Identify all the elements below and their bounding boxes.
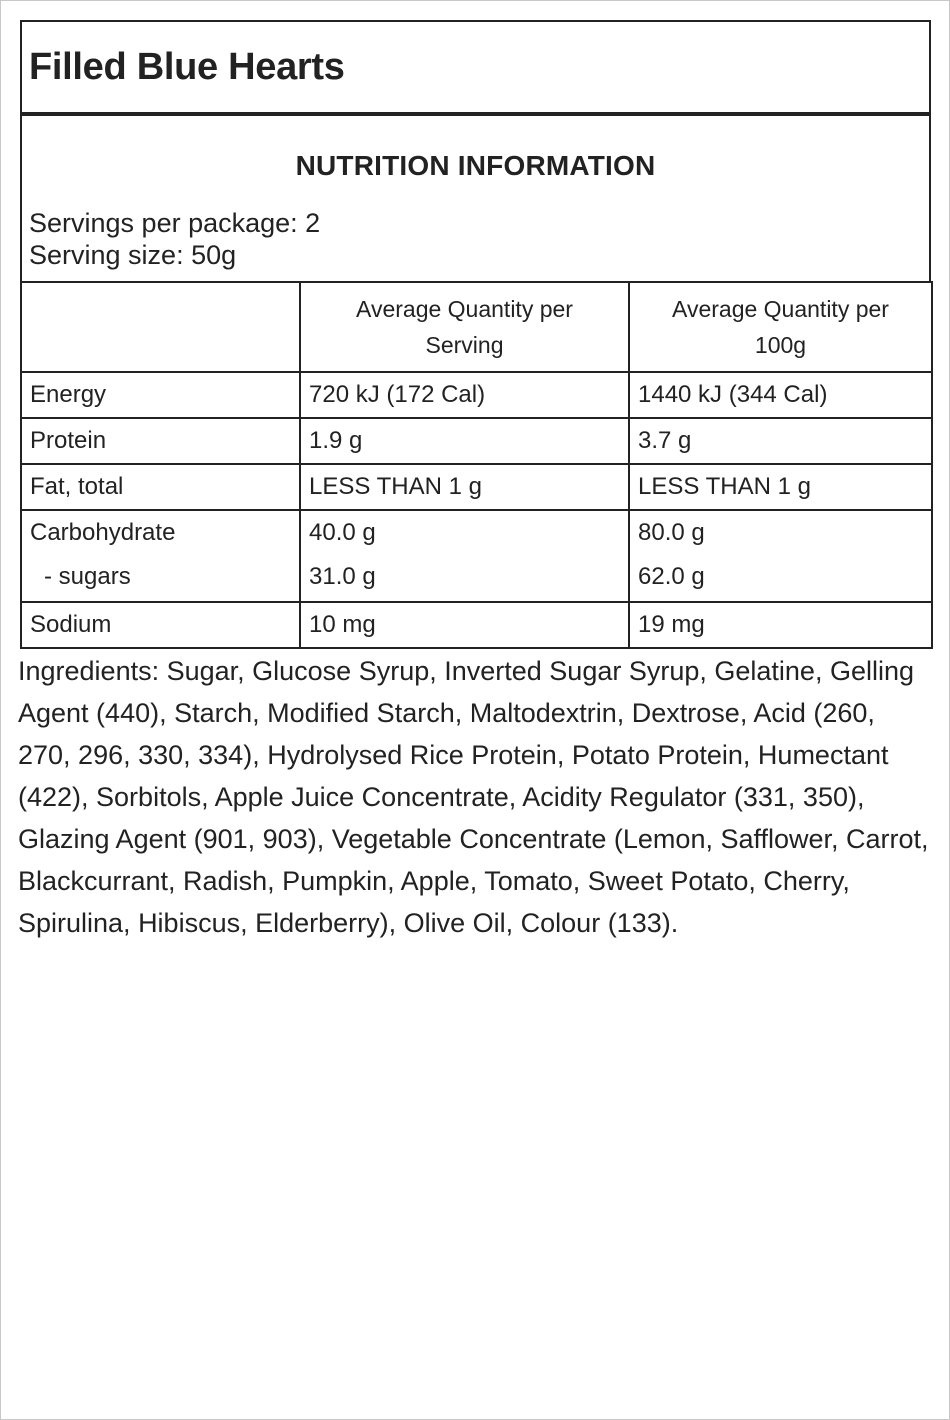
- nutrition-label: [20, 20, 931, 649]
- row-sugars-per-100g: 62.0 g: [638, 563, 705, 590]
- row-sublabel-sugars: - sugars: [44, 563, 131, 590]
- nutrition-info-box: [20, 114, 931, 281]
- row-per-100g: 80.0 g: [638, 519, 705, 546]
- table-row-protein: [21, 418, 932, 464]
- row-label: Fat, total: [21, 464, 300, 510]
- row-per-serving: LESS THAN 1 g: [300, 464, 629, 510]
- table-row-carbohydrate: [21, 510, 932, 602]
- row-sugars-per-serving: 31.0 g: [309, 563, 376, 590]
- row-per-serving: 1.9 g: [300, 418, 629, 464]
- row-label: Energy: [21, 372, 300, 418]
- serving-size: Serving size: 50g: [29, 240, 237, 270]
- product-title: Filled Blue Hearts: [29, 45, 345, 88]
- row-per-100g: LESS THAN 1 g: [629, 464, 932, 510]
- row-label-cell: [21, 510, 300, 602]
- nutrition-table: [20, 281, 933, 649]
- table-row-fat: [21, 464, 932, 510]
- nutrition-heading: NUTRITION INFORMATION: [295, 150, 656, 181]
- row-per-100g: 3.7 g: [629, 418, 932, 464]
- title-box: [20, 20, 931, 114]
- row-label: Carbohydrate: [30, 519, 176, 546]
- row-per-serving: 720 kJ (172 Cal): [300, 372, 629, 418]
- row-label: Protein: [21, 418, 300, 464]
- row-per-serving-cell: [300, 510, 629, 602]
- servings-per-package: Servings per package: 2: [29, 208, 321, 238]
- table-row-sodium: [21, 602, 932, 648]
- row-per-100g: 19 mg: [629, 602, 932, 648]
- row-per-100g-cell: [629, 510, 932, 602]
- row-per-100g: 1440 kJ (344 Cal): [629, 372, 932, 418]
- table-row-energy: [21, 372, 932, 418]
- header-per-100g: Average Quantity per 100g: [629, 282, 932, 372]
- row-label: Sodium: [21, 602, 300, 648]
- row-per-serving: 10 mg: [300, 602, 629, 648]
- table-header-row: [21, 282, 932, 372]
- row-per-serving: 40.0 g: [309, 519, 376, 546]
- header-per-serving: Average Quantity per Serving: [300, 282, 629, 372]
- header-blank: [21, 282, 300, 372]
- ingredients-text: Ingredients: Sugar, Glucose Syrup, Inverted Sugar Syrup, Gelatine, Gelling Agent (440), Starch, Modified Starch, Maltodextrin, Dextrose, Acid (260, 270, 296, 330, 334), Hydrolysed Rice Protein, Potato Protein, Humectant (422), Sorbitols, Apple Juice Concentrate, Acidity Regulator (331, 350), Glazing Agent (901, 903), Vegetable Concentrate (Lemon, Safflower, Carrot, Blackcurrant, Radish, Pumpkin, Apple, Tomato, Sweet Potato, Cherry, Spirulina, Hibiscus, Elderberry), Olive Oil, Colour (133).: [18, 656, 929, 938]
